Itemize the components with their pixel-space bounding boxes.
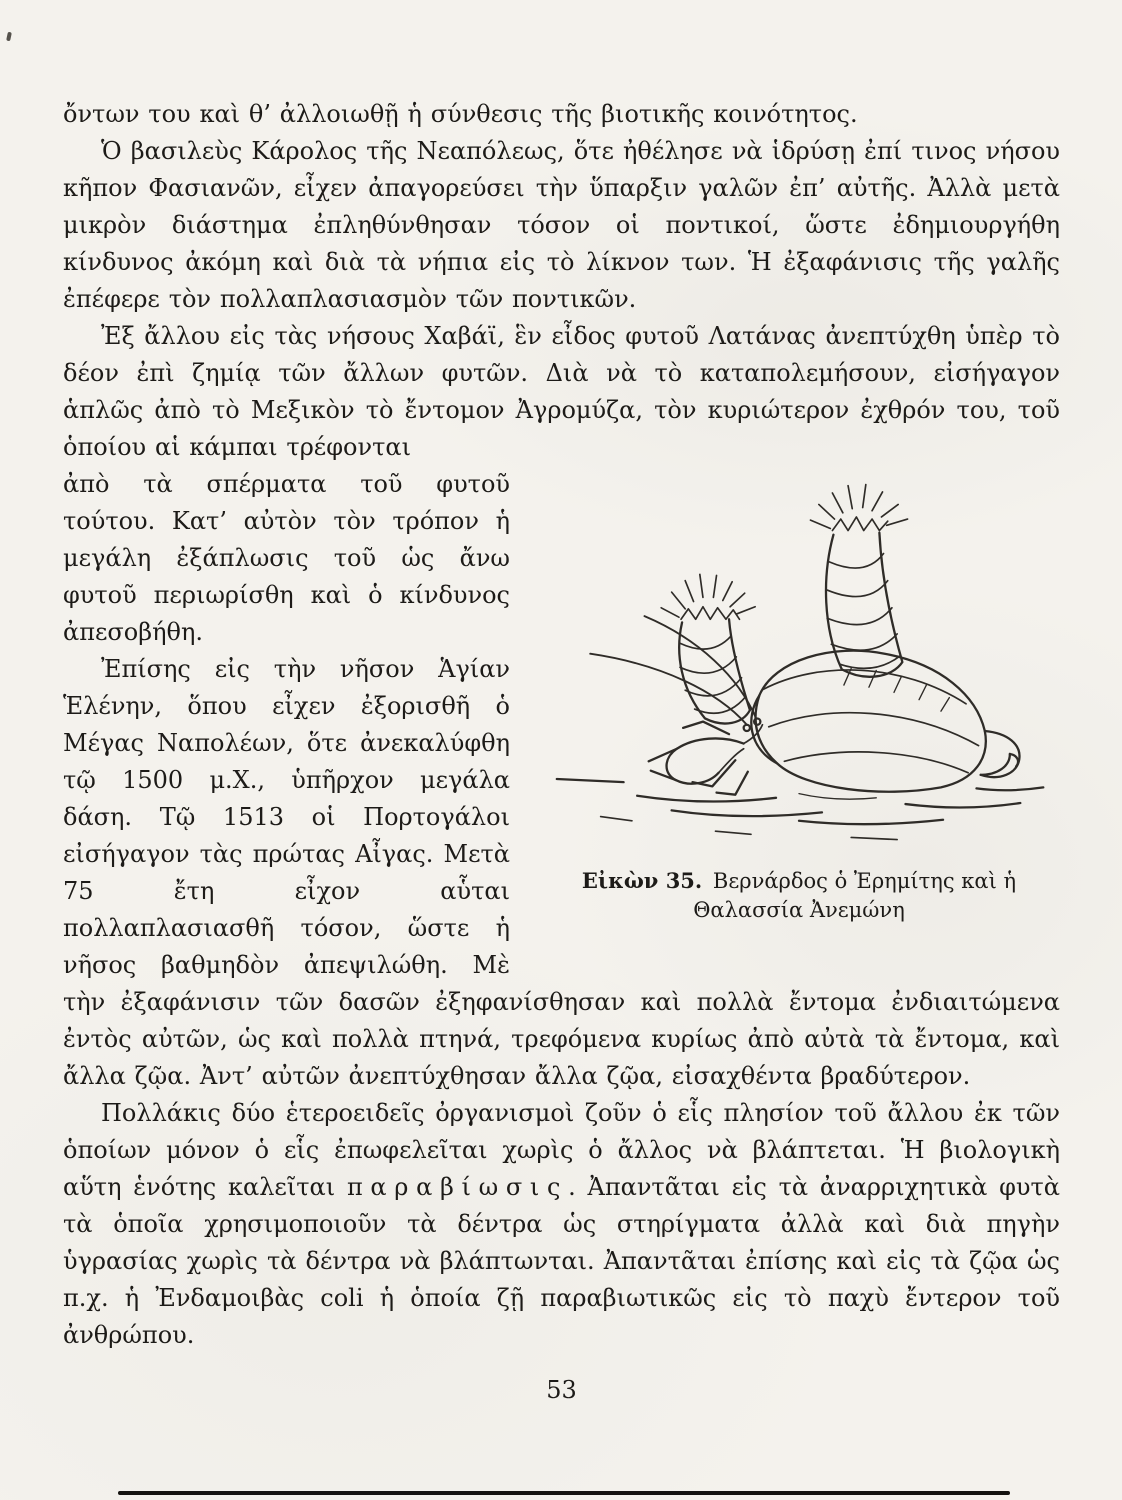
paragraph-continuation: ὄντων του καὶ θ’ ἀλλοιωθῇ ἡ σύνθεσις τῆς βιοτικῆς κοινότητος.: [63, 100, 858, 128]
text-column: [63, 96, 1060, 1354]
paragraph-naples-pheasants: Ὁ βασιλεὺς Κάρολος τῆς Νεαπόλεως, ὅτε ἠθέλησε νὰ ἱδρύσῃ ἐπί τινος νήσου κῆπον Φασιανῶν, εἶχεν ἀπαγορεύσει τὴν ὕπαρξιν γαλῶν ἐπ’ αὐτῆς. Ἀλλὰ μετὰ μικρὸν διάστημα ἐπληθύνθησαν τόσον οἱ ποντικοί, ὥστε ἐδημιουργήθη κίνδυνος ἀκόμη καὶ διὰ τὰ νήπια εἰς τὸ λίκνον των. Ἡ ἐξαφάνισις τῆς γαλῆς ἐπέφερε τὸν πολλαπλασιασμὸν τῶν ποντικῶν.: [63, 137, 1060, 313]
scan-speck-artifact: [6, 32, 12, 42]
paragraph-saint-helena: Ἐπίσης εἰς τὴν νῆσον Ἁγίαν Ἑλένην, ὅπου εἶχεν ἐξορισθῆ ὁ Μέγας Ναπολέων, ὅτε ἀνεκαλύφθη τῷ 1500 μ.Χ., ὑπῆρχον μεγάλα δάση. Τῷ 1513 οἱ Πορτογάλοι εἰσήγαγον τὰς πρώτας Αἶγας. Μετὰ 75 ἔτη εἶχον αὗται πολλαπλασιασθῆ τόσον, ὥστε ἡ νῆσος βαθμηδὸν ἀπεψιλώθη. Μὲ τὴν ἐξαφάνισιν τῶν δασῶν ἐξηφανίσθησαν καὶ πολλὰ ἔντομα ἐνδιαιτώμενα ἐντὸς αὐτῶν, ὡς καὶ πολλὰ πτηνά, τρεφόμενα κυρίως ἀπὸ αὐτὰ τὰ ἔντομα, καὶ ἄλλα ζῷα. Ἀντ’ αὐτῶν ἀνεπτύχθησαν ἄλλα ζῷα, εἰσαχθέντα βραδύτερον.: [63, 655, 1060, 1090]
hermit-crab-illustration: [538, 470, 1060, 856]
parabiosis-text-after: . Ἀπαντᾶται εἰς τὰ ἀναρριχητικὰ φυτὰ τὰ ὁποῖα χρησιμοποιοῦν τὰ δέντρα ὡς στηρίγματα ἀλλὰ καὶ διὰ πηγὴν ὑγρασίας χωρὶς τὰ δέντρα νὰ βλάπτωνται. Ἀπαντᾶται ἐπίσης καὶ εἰς τὰ ζῷα ὡς π.χ. ἡ Ἐνδαμοιβὰς coli ἡ ὁποία ζῇ παραβιωτικῶς εἰς τὸ παχὺ ἔντερον τοῦ ἀνθρώπου.: [63, 1173, 1060, 1349]
parabiosis-term: παραβίωσις: [346, 1173, 569, 1201]
page-number: 53: [546, 1376, 577, 1404]
parabiosis-text-before: Πολλάκις δύο ἑτεροειδεῖς ὀργανισμοὶ ζοῦν ὁ εἷς πλησίον τοῦ ἄλλου ἐκ τῶν ὁποίων μόνον ὁ εἷς ἐπωφελεῖται χωρὶς ὁ ἄλλος νὰ βλάπτεται. Ἡ βιολογικὴ αὕτη ἑνότης καλεῖται: [63, 1099, 1060, 1201]
scan-edge-artifact: [118, 1491, 1010, 1495]
paragraph-hawaii-lead: Ἐξ ἄλλου εἰς τὰς νήσους Χαβάϊ, ἓν εἶδος φυτοῦ Λατάνας ἀνεπτύχθη ὑπὲρ τὸ δέον ἐπὶ ζημίᾳ τῶν ἄλλων φυτῶν. Διὰ νὰ τὸ καταπολεμήσουν, εἰσήγαγον ἁπλῶς ἀπὸ τὸ Μεξικὸν τὸ ἔντομον Ἀγρομύζα, τὸν κυριώτερον ἐχθρόν του, τοῦ ὁποίου αἱ κάμπαι τρέφονται: [63, 322, 1060, 461]
paragraph-parabiosis: [63, 1095, 1060, 1354]
figure-caption: [538, 866, 1060, 925]
paragraph-hawaii-rest: ἀπὸ τὰ σπέρματα τοῦ φυτοῦ τούτου. Κατ’ αὐτὸν τὸν τρόπον ἡ μεγάλη ἐξάπλωσις τοῦ ὡς ἄνω φυτοῦ περιωρίσθη καὶ ὁ κίνδυνος ἀπεσοβήθη.: [63, 470, 510, 646]
figure-caption-text: Βερνάρδος ὁ Ἐρημίτης καὶ ἡ Θαλασσία Ἀνεμώνη: [693, 869, 1017, 923]
figure-35: [538, 470, 1060, 925]
figure-caption-label: Εἰκὼν 35.: [581, 868, 703, 894]
